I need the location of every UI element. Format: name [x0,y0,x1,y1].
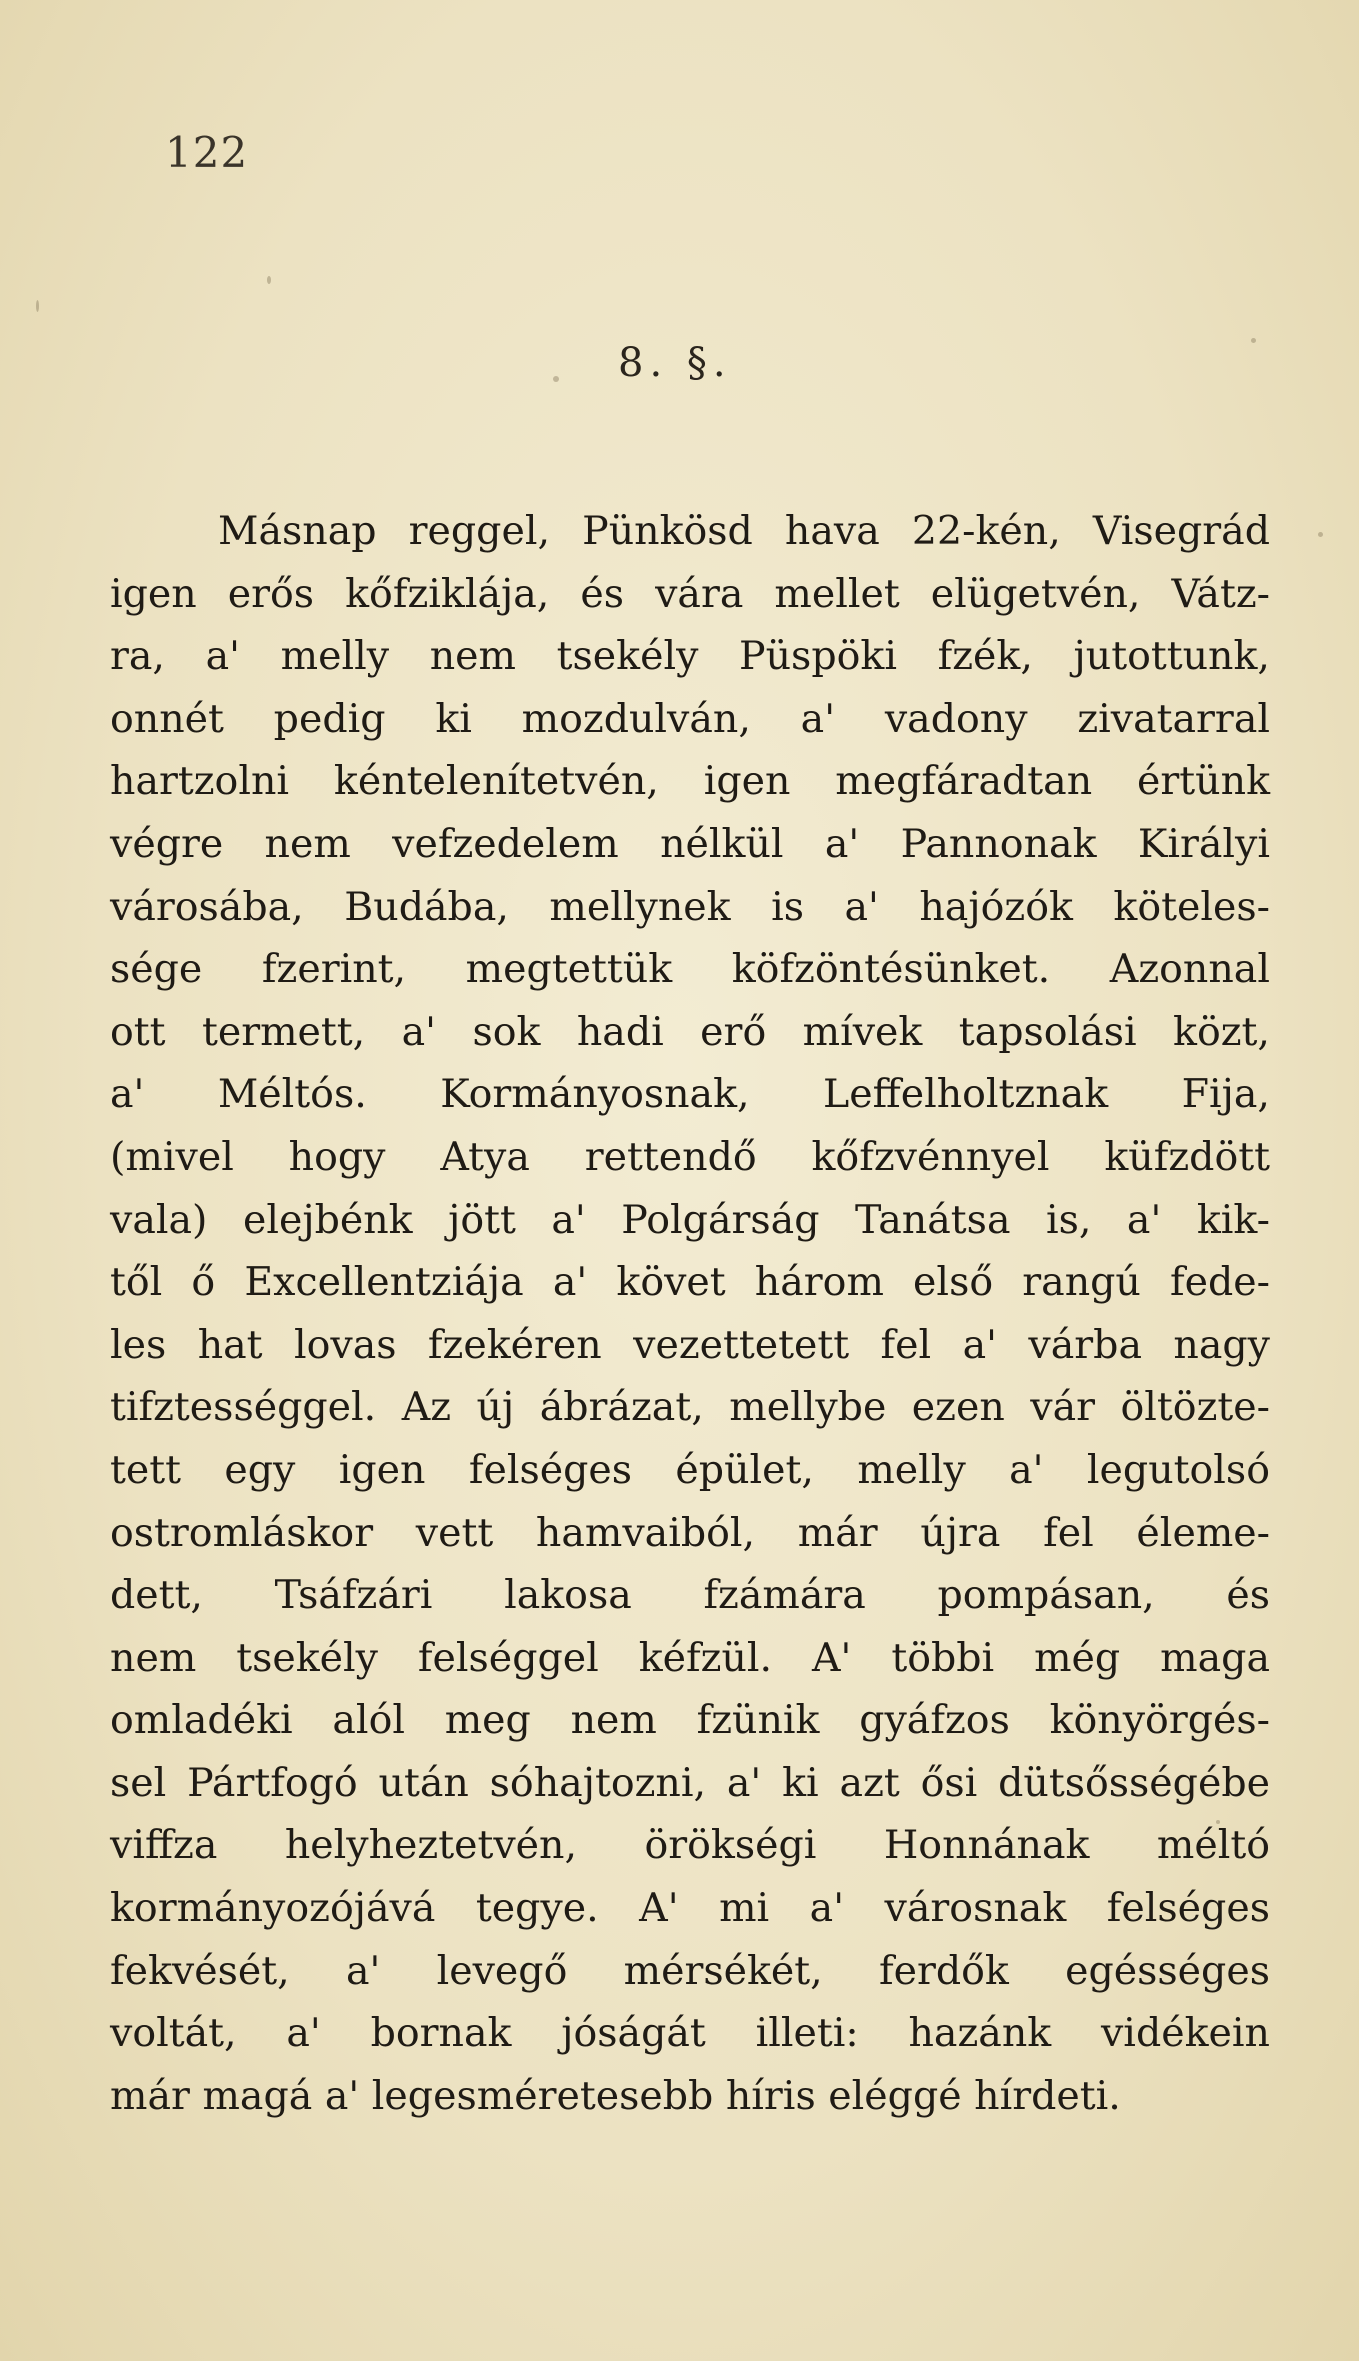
text-line: vala) elejbénk jött a' Polgárság Tanátsa is, a' kik- [110,1196,1270,1243]
text-line: voltát, a' bornak jóságát illeti: hazánk vidékein [110,2010,1270,2057]
text-line: les hat lovas fzekéren vezettetett fel a' várba nagy [110,1321,1270,1368]
text-line: onnét pedig ki mozdulván, a' vadony zivatarral [110,695,1270,742]
text-line: a' Méltós. Kormányosnak, Leffelholtznak Fija, [110,1071,1270,1118]
paper-speck [1216,1820,1220,1824]
text-line: városába, Budába, mellynek is a' hajózók köteles- [110,883,1270,930]
text-line: nem tsekély felséggel kéfzül. A' többi még maga [110,1634,1270,1681]
text-line: már magá a' legesméretesebb híris eléggé hírdeti. [110,2072,1121,2119]
text-line: től ő Excellentziája a' követ három első rangú fede- [110,1259,1270,1306]
text-line: sel Pártfogó után sóhajtozni, a' ki azt ősi dütsősségébe [110,1759,1270,1806]
page-number: 122 [165,128,249,177]
text-line: végre nem vefzedelem nélkül a' Pannonak Királyi [110,820,1270,867]
body-paragraph [110,500,1270,2127]
text-line: igen erős kőfziklája, és vára mellet elügetvén, Vátz- [110,570,1270,617]
text-line: sége fzerint, megtettük köfzöntésünket. Azonnal [110,946,1270,993]
paper-speck [553,376,559,382]
text-line: tifztességgel. Az új ábrázat, mellybe ezen vár öltözte- [110,1384,1270,1431]
text-line: ra, a' melly nem tsekély Püspöki fzék, jutottunk, [110,633,1270,680]
text-line: ostromláskor vett hamvaiból, már újra fel éleme- [110,1509,1270,1556]
text-line: hartzolni kéntelenítetvén, igen megfáradtan értünk [110,758,1270,805]
text-line: ott termett, a' sok hadi erő mívek tapsolási közt, [110,1008,1270,1055]
paper-speck [1318,532,1323,537]
text-line: omladéki alól meg nem fzünik gyáfzos könyörgés- [110,1697,1270,1744]
text-line: (mivel hogy Atya rettendő kőfzvénnyel küfzdött [110,1133,1270,1180]
text-line: Másnap reggel, Pünkösd hava 22-kén, Visegrád [218,508,1270,554]
paper-speck [267,276,271,284]
text-line: tett egy igen felséges épület, melly a' legutolsó [110,1446,1270,1493]
paper-speck [1251,338,1256,343]
section-heading: 8. §. [618,340,732,386]
paper-speck [36,300,39,312]
text-line: fekvését, a' levegő mérsékét, ferdők egésséges [110,1947,1270,1994]
text-line: viffza helyheztetvén, örökségi Honnának méltó [110,1822,1270,1869]
text-line: kormányozójává tegye. A' mi a' városnak felséges [110,1885,1270,1932]
text-line: dett, Tsáfzári lakosa fzámára pompásan, és [110,1572,1270,1619]
